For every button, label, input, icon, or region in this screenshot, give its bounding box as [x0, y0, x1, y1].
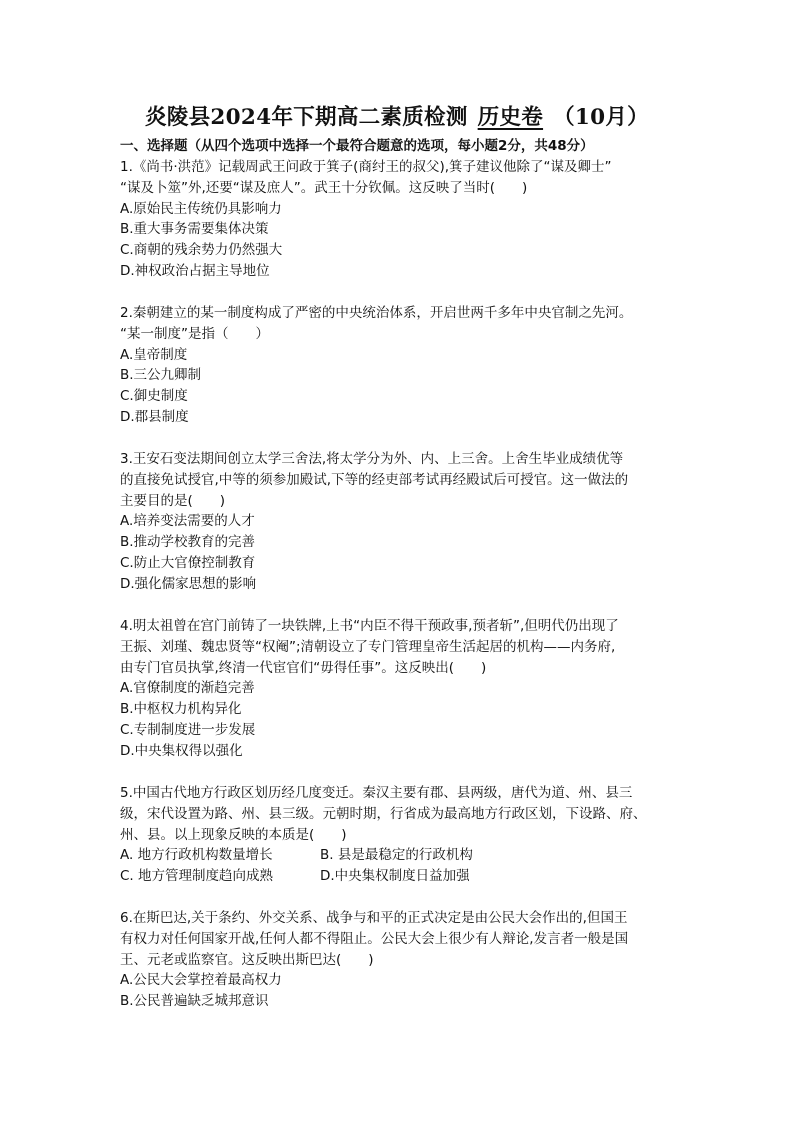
- option-d: D.中央集权得以强化: [120, 742, 243, 759]
- option-c: C. 地方管理制度趋向成熟: [120, 868, 274, 885]
- question-text-line: 由专门官员执掌,终清一代宦官们“毋得任事”。这反映出( ): [120, 659, 487, 676]
- question-text-line: 有权力对任何国家开战,任何人都不得阻止。公民大会上很少有人辩论,发言者一般是国: [120, 930, 629, 947]
- question-text-line: 王振、刘瑾、魏忠贤等“权阉”;清朝设立了专门管理皇帝生活起居的机构——内务府,: [120, 638, 616, 655]
- question-3: [120, 449, 680, 595]
- question-5: [120, 783, 680, 887]
- question-4: [120, 616, 680, 762]
- option-b: B. 县是最稳定的行政机构: [320, 847, 473, 864]
- question-1: [120, 157, 680, 282]
- question-text-line: 5.中国古代地方行政区划历经几度变迁。秦汉主要有郡、县两级，唐代为道、州、县三: [120, 785, 633, 801]
- option-b: B.推动学校教育的完善: [120, 534, 256, 551]
- option-a: A.皇帝制度: [120, 346, 188, 363]
- option-a: A.公民大会掌控着最高权力: [120, 972, 282, 989]
- option-a: A.官僚制度的渐趋完善: [120, 680, 255, 697]
- option-a: A.培养变法需要的人才: [120, 513, 255, 530]
- question-text-line: 的直接免试授官,中等的须参加殿试,下等的经吏部考试再经殿试后可授官。这一做法的: [120, 471, 629, 488]
- option-c: C.防止大官僚控制教育: [120, 554, 256, 571]
- option-a: A. 地方行政机构数量增长: [120, 847, 273, 864]
- option-row: [120, 866, 680, 887]
- title-suffix: （10月）: [553, 105, 649, 130]
- question-6: [120, 908, 680, 1012]
- option-row: [120, 845, 680, 866]
- option-b: B.公民普遍缺乏城邦意识: [120, 993, 269, 1010]
- question-text-line: 主要目的是( ): [120, 492, 226, 509]
- option-c: C.商朝的残余势力仍然强大: [120, 242, 283, 259]
- question-text-line: 1.《尚书·洪范》记载周武王问政于箕子(商纣王的叔父),箕子建议他除了“谋及卿士”: [120, 159, 612, 175]
- option-d: D.郡县制度: [120, 408, 189, 425]
- option-d: D.强化儒家思想的影响: [120, 575, 257, 592]
- option-b: B.中枢权力机构异化: [120, 701, 242, 718]
- option-c: C.专制制度进一步发展: [120, 721, 256, 738]
- title-subject: 历史卷: [477, 105, 544, 130]
- option-b: B.三公九卿制: [120, 367, 202, 384]
- question-text-line: 4.明太祖曾在宫门前铸了一块铁牌,上书“内臣不得干预政事,预者斩”,但明代仍出现了: [120, 618, 619, 634]
- section-heading: 一、选择题（从四个选项中选择一个最符合题意的选项，每小题2分，共48分）: [120, 138, 594, 154]
- question-text-line: 2.秦朝建立的某一制度构成了严密的中央统治体系，开启世两千多年中央官制之先河。: [120, 305, 633, 321]
- question-text-line: 州、县。以上现象反映的本质是( ): [120, 826, 347, 843]
- option-a: A.原始民主传统仍具影响力: [120, 200, 282, 217]
- question-text-line: 6.在斯巴达,关于条约、外交关系、战争与和平的正式决定是由公民大会作出的,但国王: [120, 910, 628, 926]
- question-text-line: 3.王安石变法期间创立太学三舍法,将太学分为外、内、上三舍。上舍生毕业成绩优等: [120, 451, 624, 467]
- question-text-line: “谋及卜筮”外,还要“谋及庶人”。武王十分钦佩。这反映了当时( ): [120, 179, 528, 196]
- question-text-line: 级，宋代设置为路、州、县三级。元朝时期，行省成为最高地方行政区划，下设路、府、: [120, 805, 647, 822]
- question-text-line: 王、元老或监察官。这反映出斯巴达( ): [120, 951, 374, 968]
- question-text-line: “某一制度”是指（ ）: [120, 325, 269, 342]
- option-c: C.御史制度: [120, 388, 188, 405]
- option-d: D.中央集权制度日益加强: [320, 868, 470, 885]
- page-title: [0, 103, 794, 133]
- option-b: B.重大事务需要集体决策: [120, 221, 269, 238]
- option-d: D.神权政治占据主导地位: [120, 262, 270, 279]
- question-2: [120, 303, 680, 428]
- title-prefix: 炎陵县2024年下期高二素质检测: [145, 105, 468, 130]
